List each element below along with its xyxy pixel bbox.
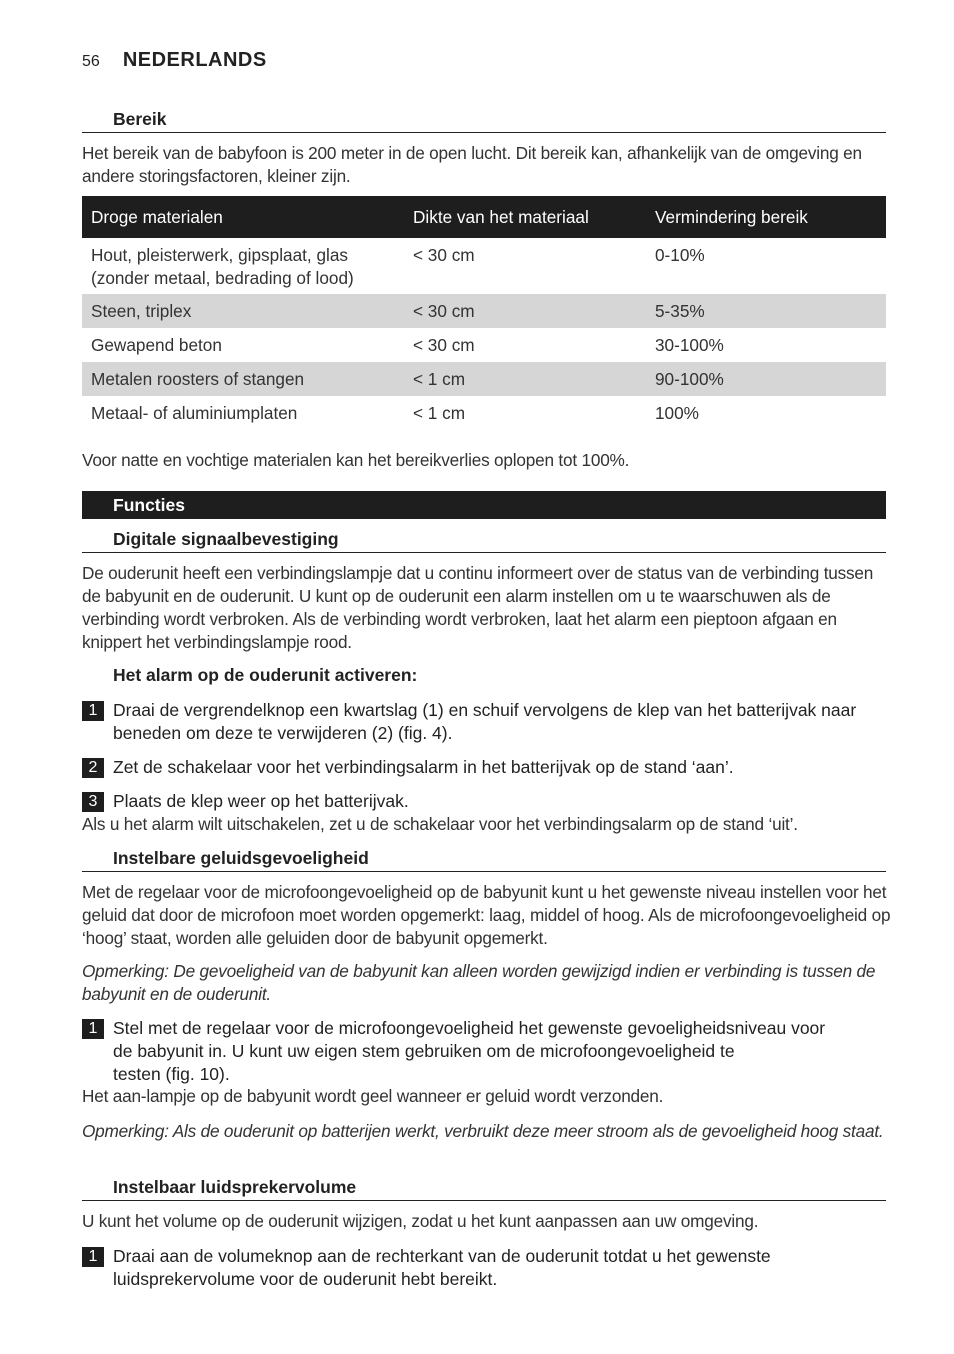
section-heading-bereik: Bereik bbox=[82, 108, 886, 133]
table-cell: 100% bbox=[655, 403, 699, 423]
table-cell: Hout, pleisterwerk, gipsplaat, glas (zonder metaal, bedrading of lood) bbox=[91, 245, 354, 288]
language-title: NEDERLANDS bbox=[122, 49, 267, 71]
table-header-row bbox=[82, 196, 886, 238]
table-cell: < 30 cm bbox=[413, 245, 475, 265]
digital-text: De ouderunit heeft een verbindingslampje dat u continu informeert over de status van de verbinding tussen de babyunit en de ouderunit. U kunt op de ouderunit een alarm instellen om u te waarschuwen als de verbinding wordt verbroken. Als de verbinding wordt verbroken, laat het alarm een pieptoon afgaan en knippert het verbindingslampje rood. bbox=[82, 563, 874, 652]
section-bar-functies: Functies bbox=[82, 491, 886, 519]
table-row bbox=[82, 328, 886, 362]
table-cell: 5-35% bbox=[646, 294, 886, 328]
heading-alarm-activeren: Het alarm op de ouderunit activeren: bbox=[113, 665, 418, 685]
bereik-footnote: Voor natte en vochtige materialen kan het bereikverlies oplopen tot 100%. bbox=[82, 450, 630, 470]
step-number: 1 bbox=[82, 1247, 104, 1267]
table-row bbox=[82, 362, 886, 396]
heading-geluidsgevoeligheid: Instelbare geluidsgevoeligheid bbox=[82, 847, 886, 872]
page-number: 56 bbox=[82, 53, 100, 70]
step-text: Draai de vergrendelknop een kwartslag (1) en schuif vervolgens de klep van het batterijvak naar beneden om deze te verwijderen (2) (fig. 4). bbox=[113, 700, 857, 743]
table-cell: < 30 cm bbox=[404, 294, 646, 328]
table-cell: Metaal- of aluminiumplaten bbox=[91, 403, 298, 423]
step-item bbox=[82, 699, 886, 745]
table-header-cell: Dikte van het materiaal bbox=[404, 196, 646, 238]
table-cell: < 30 cm bbox=[413, 335, 475, 355]
step-text-line: de babyunit in. U kunt uw eigen stem gebruiken om de microfoongevoeligheid te bbox=[113, 1041, 735, 1061]
table-cell: Gewapend beton bbox=[91, 335, 222, 355]
step-item bbox=[82, 756, 886, 779]
heading-luidsprekervolume: Instelbaar luidsprekervolume bbox=[82, 1176, 886, 1201]
table-cell: Metalen roosters of stangen bbox=[82, 362, 404, 396]
step-text-line: testen (fig. 10). bbox=[113, 1064, 230, 1084]
step-item bbox=[82, 1245, 886, 1291]
table-header-cell: Vermindering bereik bbox=[646, 196, 886, 238]
table-cell: 30-100% bbox=[655, 335, 724, 355]
table-cell: < 1 cm bbox=[404, 362, 646, 396]
alarm-off-text: Als u het alarm wilt uitschakelen, zet u de schakelaar voor het verbindingsalarm op de stand ‘uit’. bbox=[82, 814, 798, 834]
step-number: 1 bbox=[82, 701, 104, 721]
step-text: Zet de schakelaar voor het verbindingsalarm in het batterijvak op de stand ‘aan’. bbox=[113, 757, 734, 777]
step-text: Draai aan de volumeknop aan de rechterkant van de ouderunit totdat u het gewenste luidsprekervolume voor de ouderunit hebt bereikt. bbox=[113, 1246, 771, 1289]
table-cell: 0-10% bbox=[655, 245, 705, 265]
table-header-cell: Droge materialen bbox=[82, 196, 404, 238]
table-cell: 90-100% bbox=[646, 362, 886, 396]
step-number: 3 bbox=[82, 792, 104, 812]
sensitivity-after: Het aan-lampje op de babyunit wordt geel wanneer er geluid wordt verzonden. bbox=[82, 1086, 664, 1106]
table-row bbox=[82, 238, 886, 294]
step-text: Plaats de klep weer op het batterijvak. bbox=[113, 791, 409, 811]
battery-note: Opmerking: Als de ouderunit op batterijen werkt, verbruikt deze meer stroom als de gevoeligheid hoog staat. bbox=[82, 1121, 884, 1141]
step-number: 2 bbox=[82, 758, 104, 778]
volume-text: U kunt het volume op de ouderunit wijzigen, zodat u het kunt aanpassen aan uw omgeving. bbox=[82, 1211, 759, 1231]
bereik-intro: Het bereik van de babyfoon is 200 meter in de open lucht. Dit bereik kan, afhankelijk van de omgeving en andere storingsfactoren, kleiner zijn. bbox=[82, 143, 862, 186]
table-cell: Steen, triplex bbox=[82, 294, 404, 328]
heading-digitale-signaalbevestiging: Digitale signaalbevestiging bbox=[82, 528, 886, 553]
table-row bbox=[82, 396, 886, 430]
sensitivity-note: Opmerking: De gevoeligheid van de babyunit kan alleen worden gewijzigd indien er verbinding is tussen de babyunit en de ouderunit. bbox=[82, 961, 876, 1004]
step-item bbox=[82, 790, 886, 813]
table-row bbox=[82, 294, 886, 328]
table-cell: < 1 cm bbox=[413, 403, 466, 423]
step-item bbox=[82, 1017, 886, 1086]
sensitivity-text: Met de regelaar voor de microfoongevoeligheid op de babyunit kunt u het gewenste niveau instellen voor het geluid dat door de microfoon moet worden opgemerkt: laag, middel of hoog. Als de microfoongevoeligheid op ‘hoog’ staat, worden alle geluiden door de babyunit opgemerkt. bbox=[82, 882, 891, 948]
step-number: 1 bbox=[82, 1019, 104, 1039]
page-header bbox=[82, 48, 267, 74]
step-text-line: Stel met de regelaar voor de microfoongevoeligheid het gewenste gevoeligheidsniveau voor bbox=[113, 1018, 826, 1038]
range-table bbox=[82, 196, 886, 430]
